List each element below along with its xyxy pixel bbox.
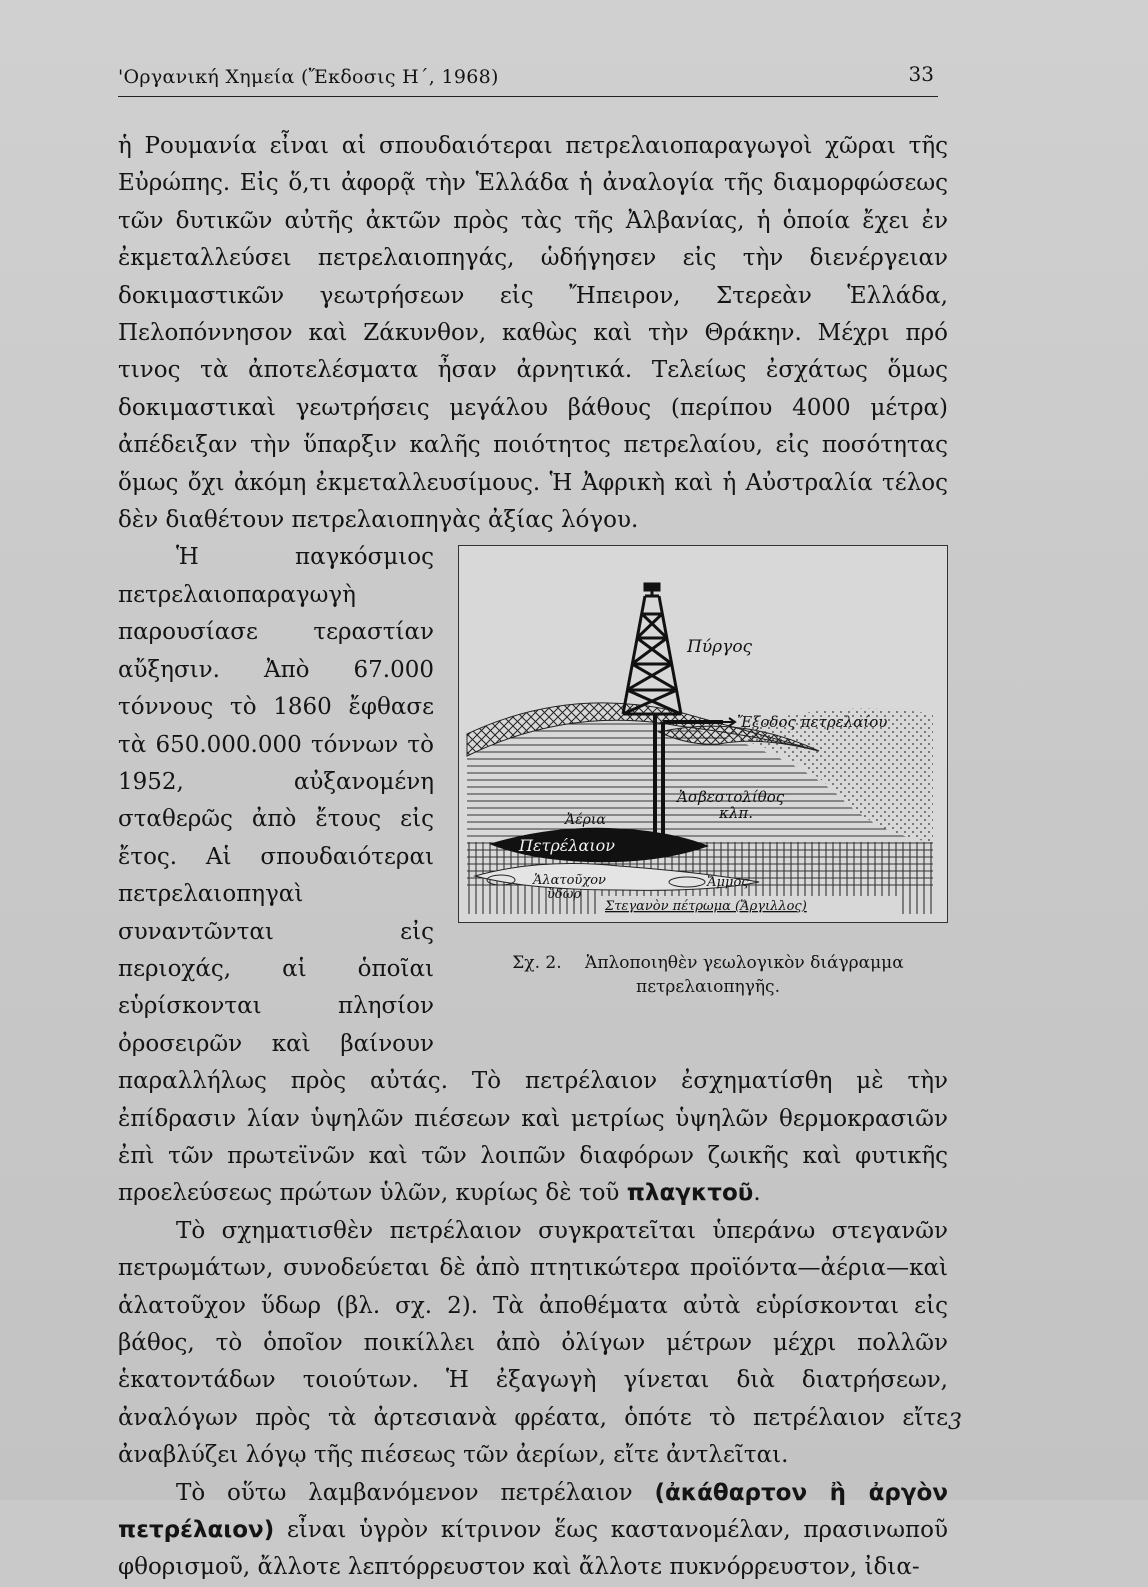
figure-caption	[458, 951, 948, 999]
label-salt-water-1: Ἁλατοῦχον	[533, 873, 606, 889]
paragraph-2-end: .	[753, 1180, 761, 1207]
paragraph-4-bold: (ἀκάθαρτον ἢ ἀργὸν πετρέλαιον)	[118, 1479, 948, 1544]
running-title: 'Οργανική Χημεία (Ἔκδοσις Η΄, 1968)	[118, 66, 499, 88]
signature-mark: 3	[948, 1410, 962, 1435]
label-impermeable-rock: Στεγανὸν πέτρωμα (Ἄργιλλος)	[605, 899, 807, 915]
label-tower: Πύργος	[687, 637, 753, 658]
body-text	[118, 128, 948, 1587]
label-oil-exit: Ἔξοδος πετρελαίου	[737, 713, 888, 732]
paragraph-4-start: Τὸ οὕτω λαμβανόμενον πετρέλαιον	[176, 1479, 633, 1506]
paragraph-4	[118, 1475, 948, 1587]
derrick-tower	[623, 584, 681, 714]
label-gas: Ἀέρια	[565, 812, 606, 829]
caption-line-1: Ἁπλοποιηθὲν γεωλογικὸν διάγραμμα	[585, 953, 904, 974]
label-limestone-1: Ἀσβεστολίθος	[677, 788, 785, 807]
page-number: 33	[908, 62, 934, 86]
caption-line-2: πετρελαιοπηγῆς.	[636, 977, 780, 998]
paragraph-1: ἡ Ρουμανία εἶναι αἱ σπουδαιότεραι πετρελαιοπαραγωγοὶ χῶραι τῆς Εὐρώπης. Εἰς ὅ,τι ἀφορᾷ τὴν Ἑλλάδα ἡ ἀναλογία τῆς διαμορφώσεως τῶν δυτικῶν αὐτῆς ἀκτῶν πρὸς τὰς τῆς Ἀλβανίας, ἡ ὁποία ἔχει ἐν ἐκμεταλλεύσει πετρελαιοπηγάς, ὡδήγησεν εἰς τὴν διενέργειαν δοκιμαστικῶν γεωτρήσεων εἰς Ἤπειρον, Στερεὰν Ἑλλάδα, Πελοπόννησον καὶ Ζάκυνθον, καθὼς καὶ τὴν Θράκην. Μέχρι πρό τινος τὰ ἀποτελέσματα ἦσαν ἀρνητικά. Τελείως ἐσχάτως ὅμως δοκιμαστικαὶ γεωτρήσεις μεγάλου βάθους (περίπου 4000 μέτρα) ἀπέδειξαν τὴν ὕπαρξιν καλῆς ποιότητος πετρελαίου, εἰς ποσότητας ὅμως ὄχι ἀκόμη ἐκμεταλλευσίμους. Ἡ Ἀφρικὴ καὶ ἡ Αὐστραλία τέλος δὲν διαθέτουν πετρελαιοπηγὰς ἀξίας λόγου.	[118, 133, 948, 534]
label-salt-water-2: ὕδωρ	[547, 887, 581, 903]
paragraph-2-bold: πλαγκτοῦ	[626, 1180, 754, 1207]
paragraph-2-text: Ἡ παγκόσμιος πετρελαιοπαραγωγὴ παρουσίασε τεραστίαν αὔξησιν. Ἀπὸ 67.000 τόννους τὸ 1860 ἔφθασε τὰ 650.000.000 τόννων τὸ 1952, αὐξανομένη σταθερῶς ἀπὸ ἔτους εἰς ἔτος. Αἱ σπουδαιότεραι πετρελαιοπηγαὶ συναντῶνται εἰς περιοχάς, αἱ ὁποῖαι εὑρίσκονται πλησίον ὀροσειρῶν καὶ βαίνουν παραλλήλως πρὸς αὐτάς. Τὸ πετρέλαιον ἐσχηματίσθη μὲ τὴν ἐπίδρασιν λίαν ὑψηλῶν πιέσεων καὶ μετρίως ὑψηλῶν θερμοκρασιῶν ἐπὶ τῶν πρωτεϊνῶν καὶ τῶν λοιπῶν διαφόρων ζωικῆς καὶ φυτικῆς προελεύσεως πρώτων ὑλῶν, κυρίως δὲ τοῦ	[118, 544, 948, 1207]
figure-2	[458, 545, 948, 1033]
caption-number: Σχ. 2.	[512, 953, 562, 974]
label-oil: Πετρέλαιον	[519, 836, 615, 856]
label-limestone-2: κλπ.	[719, 804, 753, 823]
paragraph-4-rest: εἶναι ὑγρὸν κίτρινον ἕως καστανομέλαν, πρασινωποῦ φθορισμοῦ, ἄλλοτε λεπτόρρευστον καὶ ἄλλοτε πυκνόρρευστον, ἰδια-	[118, 1517, 949, 1581]
paragraph-3: Τὸ σχηματισθὲν πετρέλαιον συγκρατεῖται ὑπεράνω στεγανῶν πετρωμάτων, συνοδεύεται δὲ ἀπὸ πτητικώτερα προϊόντα—ἀέρια—καὶ ἁλατοῦχον ὕδωρ (βλ. σχ. 2). Τὰ ἀποθέματα αὐτὰ εὑρίσκονται εἰς βάθος, τὸ ὁποῖον ποικίλλει ἀπὸ ὀλίγων μέτρων μέχρι πολλῶν ἑκατοντάδων τοιούτων. Ἡ ἐξαγωγὴ γίνεται διὰ διατρήσεων, ἀναλόγων πρὸς τὰ ἀρτεσιανὰ φρέατα, ὁπότε τὸ πετρέλαιον εἴτε ἀναβλύζει λόγῳ τῆς πιέσεως τῶν ἀερίων, εἴτε ἀντλεῖται.	[118, 1217, 948, 1469]
label-sand: Ἄμμος	[707, 875, 749, 891]
oil-well-diagram	[458, 545, 948, 923]
page-header	[118, 62, 938, 97]
